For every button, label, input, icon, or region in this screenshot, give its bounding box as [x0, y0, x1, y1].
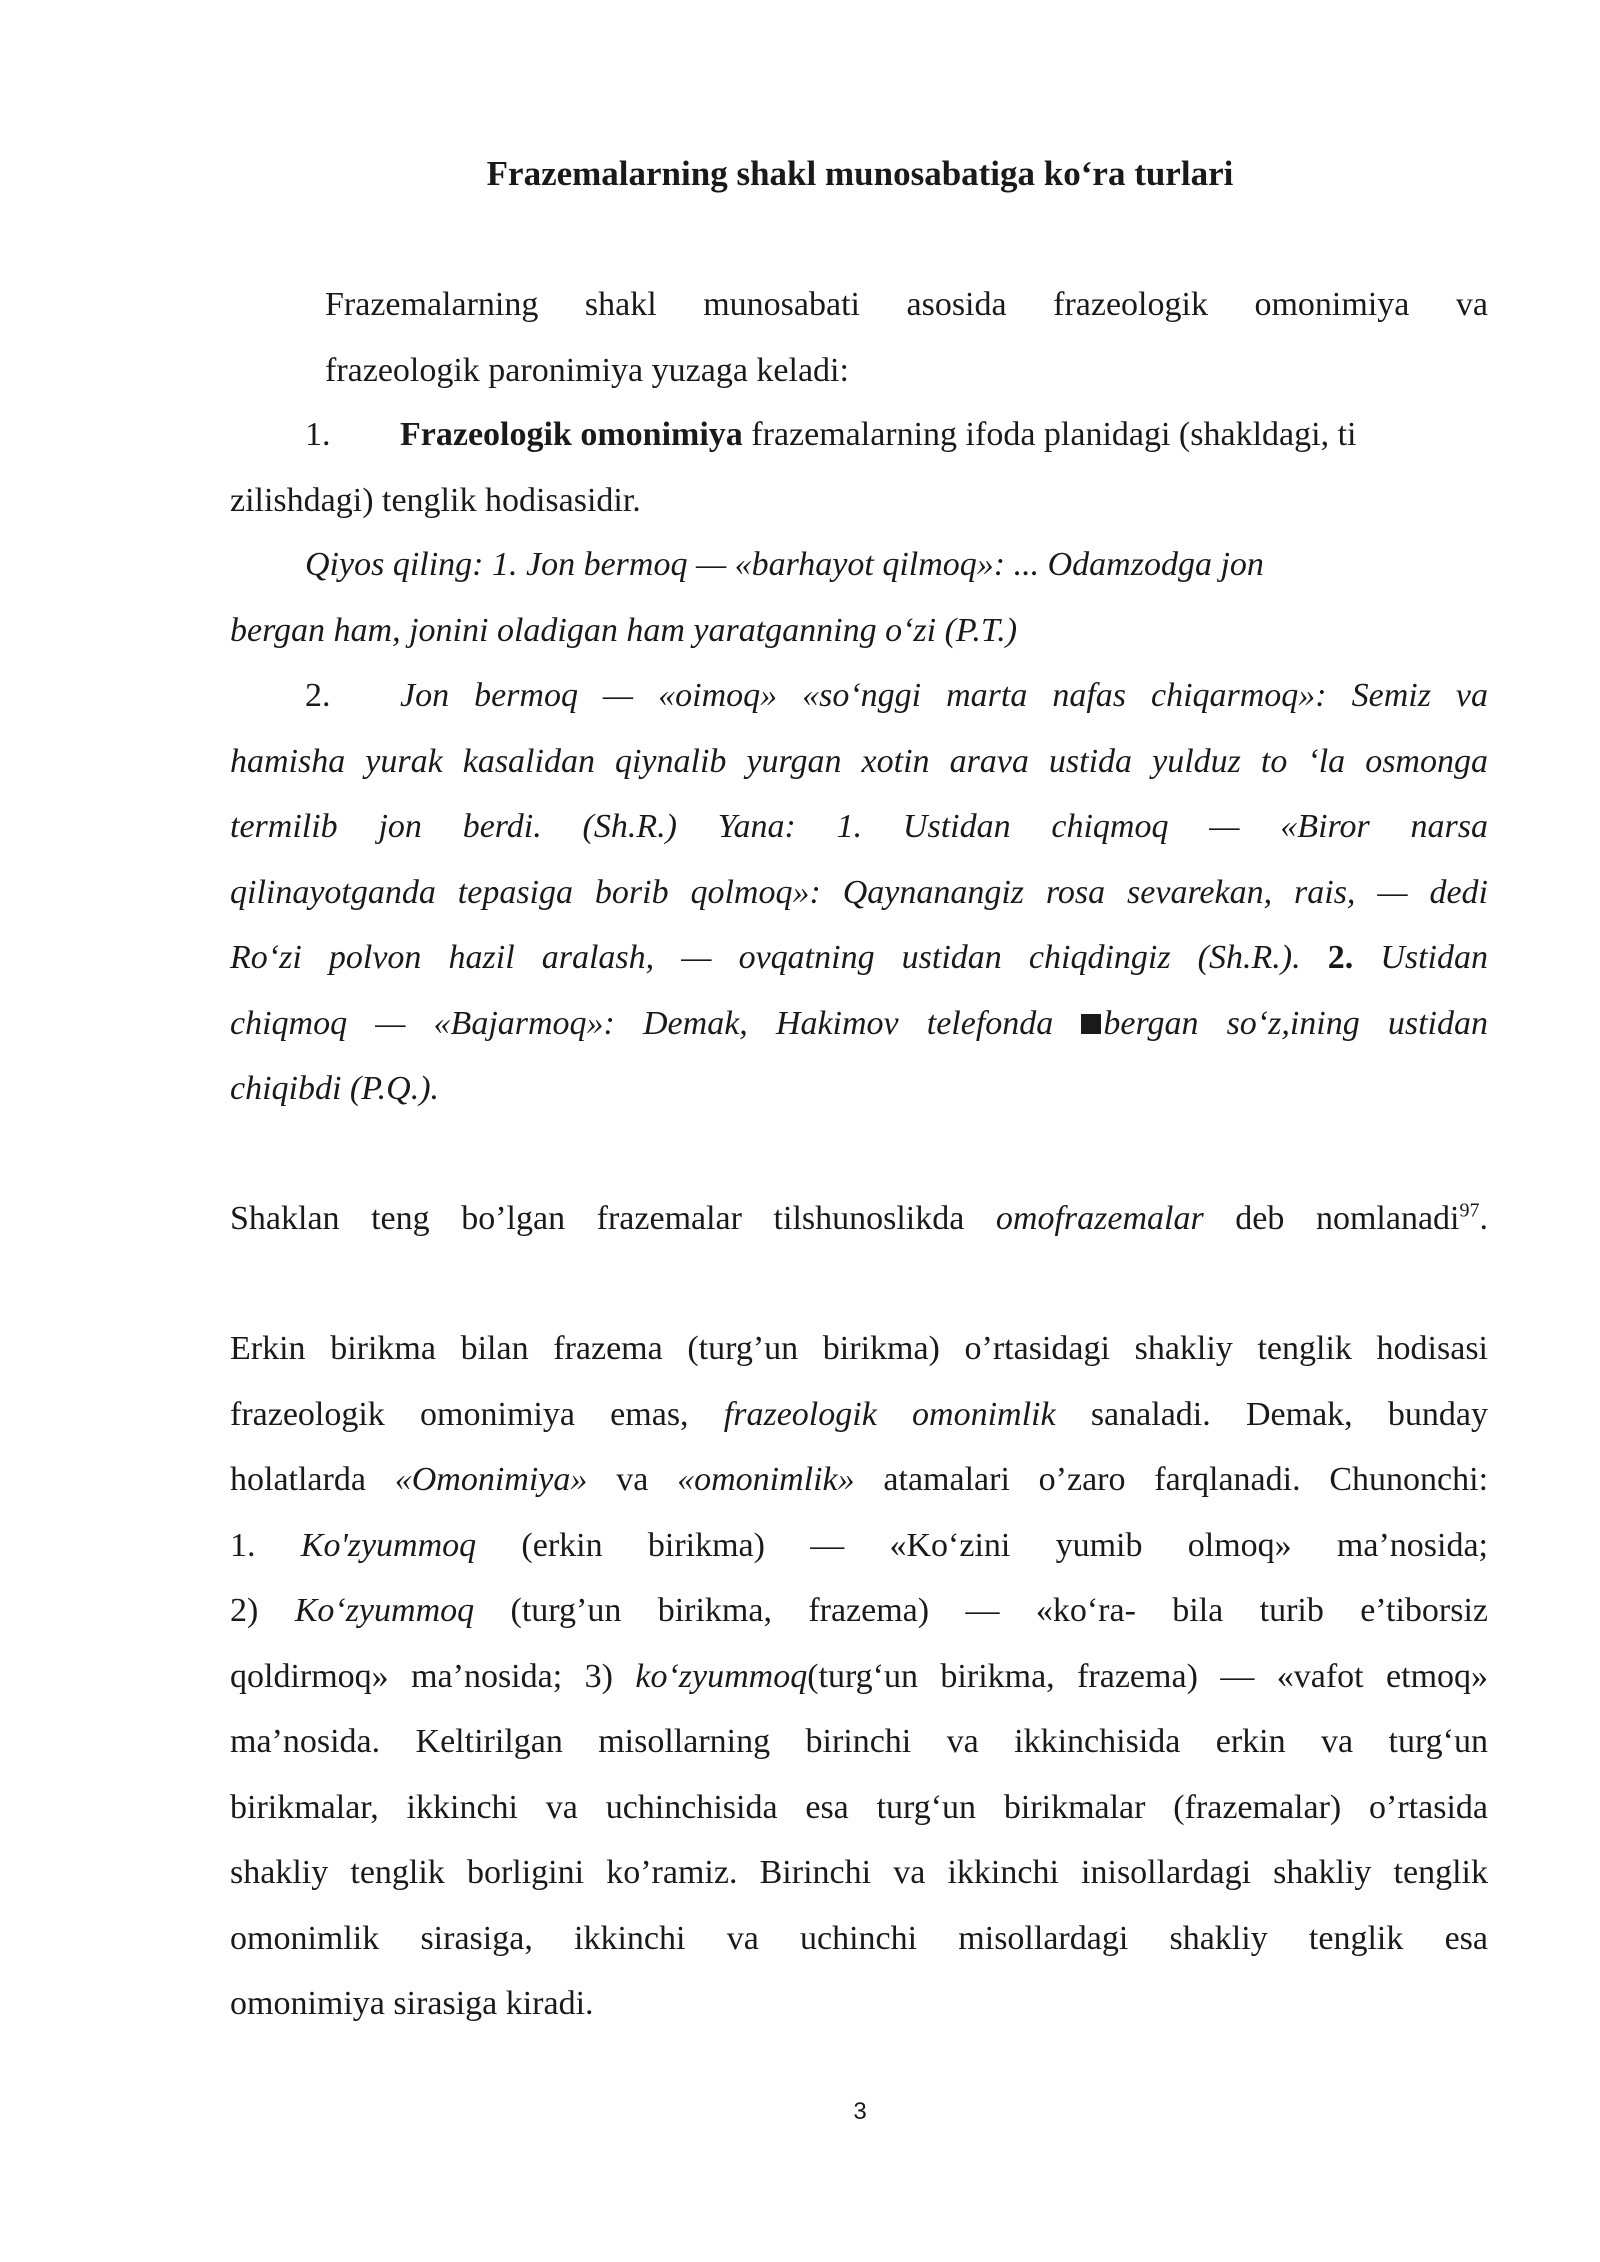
example-line-8: [230, 991, 1488, 1057]
paragraph-text: 2): [230, 1592, 259, 1629]
p4-line-9: shakliy tenglik borligini ko’ramiz. Birinchi va ikkinchi inisollardagi shakliy tenglik: [230, 1854, 1488, 1891]
paragraph-text: frazeologik omonimiya emas,: [230, 1395, 689, 1433]
p4-line-1: Erkin birikma bilan frazema (turg’un birikma) o’rtasidagi shakliy tenglik hodisasi: [230, 1330, 1488, 1367]
p4-line-6: [230, 1644, 1488, 1710]
item-term: Frazeologik omonimiya: [400, 416, 743, 453]
paragraph-text: deb nomlanadi: [1235, 1200, 1460, 1237]
page-title: Frazemalarning shakl munosabatiga ko‘ra turlari: [486, 154, 1234, 193]
paragraph-text: qoldirmoq» ma’nosida; 3): [230, 1657, 613, 1695]
paragraph-text: Shaklan teng bo’lgan frazemalar tilshunoslikda: [230, 1200, 965, 1237]
p4-line-8: birikmalar, ikkinchi va uchinchisida esa turg‘un birikmalar (frazemalar) o’rtasida: [230, 1788, 1488, 1826]
term-italic: frazeologik omonimlik: [723, 1395, 1056, 1433]
example-text: chiqmoq — «Bajarmoq»: Demak, Hakimov telefonda: [230, 1004, 1054, 1042]
p4-line-3: [230, 1447, 1488, 1513]
paragraph-text: sanaladi. Demak, bunday: [1090, 1395, 1488, 1433]
example-text: Qiyos qiling: 1. Jon bermoq — «barhayot qilmoq»: ... Odamzodga jon: [305, 546, 1264, 583]
p4-line-4: [230, 1513, 1488, 1579]
page-number: 3: [853, 2098, 867, 2125]
term-italic: Ko'zyummoq: [300, 1526, 477, 1564]
example-line-1: [230, 532, 1488, 598]
paragraph-text-end: [1235, 1200, 1488, 1237]
example-line-4: [230, 729, 1488, 795]
item-text: frazemalarning ifoda planidagi (shakldagi, ti: [751, 416, 1357, 453]
term-italic: omofrazemalar: [995, 1200, 1204, 1237]
numbered-item-1: [230, 402, 1488, 533]
paragraph-text: (turg‘un birikma, frazema) — «vafot etmoq»: [807, 1657, 1489, 1695]
example-text: chiqibdi (P.Q.).: [230, 1070, 440, 1107]
omofrazema-line: [230, 1186, 1488, 1252]
p4-line-7: ma’nosida. Keltirilgan misollarning birinchi va ikkinchisida erkin va turg‘un: [230, 1723, 1488, 1760]
example-number: 2.: [1327, 939, 1354, 976]
intro-line-2: frazeologik paronimiya yuzaga keladi:: [325, 351, 849, 389]
p4-line-2: [230, 1382, 1488, 1448]
term-italic: ko‘zyummoq: [635, 1657, 808, 1695]
paragraph-text: holatlarda: [230, 1461, 366, 1498]
example-paragraph: [230, 532, 1488, 1122]
example-line-2: [230, 598, 1488, 664]
footnote-ref[interactable]: 97: [1459, 1199, 1480, 1222]
intro-line-1: Frazemalarning shakl munosabati asosida frazeologik omonimiya va: [325, 286, 1488, 323]
example-line-7: [230, 925, 1488, 991]
intro-paragraph: [325, 272, 1488, 403]
example-text: qilinayotganda tepasiga borib qolmoq»: Qaynanangiz rosa sevarekan, rais, — dedi: [230, 873, 1488, 911]
example-line-6: [230, 860, 1488, 926]
example-line-5: [230, 794, 1488, 860]
term-italic: «omonimlik»: [677, 1461, 855, 1498]
paragraph-text: atamalari o’zaro farqlanadi. Chunonchi:: [883, 1461, 1489, 1498]
example-text: Ustidan: [1380, 939, 1488, 976]
example-text: Ro‘zi polvon hazil aralash, — ovqatning ustidan chiqdingiz (Sh.R.).: [230, 939, 1301, 976]
example-text: Jon bermoq — «oimoq» «so‘nggi marta nafas chiqarmoq»: Semiz va: [400, 677, 1488, 714]
omonimlik-paragraph: [230, 1316, 1488, 2037]
p4-line-5: [230, 1578, 1488, 1644]
item-1-second-line: zilishdagi) tenglik hodisasidir.: [230, 481, 641, 519]
example-text: hamisha yurak kasalidan qiynalib yurgan xotin arava ustida yulduz to ‘la osmonga: [230, 742, 1488, 780]
paragraph-text: .: [1479, 1200, 1488, 1237]
example-line-3: [230, 663, 1488, 729]
omofrazema-paragraph: [230, 1186, 1488, 1252]
example-text: bergan ham, jonini oladigan ham yaratganning o‘zi (P.T.): [230, 611, 1018, 649]
paragraph-text: 1.: [230, 1526, 256, 1564]
paragraph-text: (erkin birikma) — «Ko‘zini yumib olmoq» ma’nosida;: [521, 1526, 1488, 1564]
p4-line-10: omonimlik sirasiga, ikkinchi va uchinchi misollardagi shakliy tenglik esa: [230, 1919, 1488, 1957]
item-1-first-line: [230, 402, 1488, 468]
example-line-9: [230, 1056, 1488, 1122]
paragraph-text: (turg’un birikma, frazema) — «ko‘ra- bila turib e’tiborsiz: [510, 1592, 1488, 1629]
paragraph-text: va: [616, 1461, 649, 1498]
p4-line-11: omonimiya sirasiga kiradi.: [230, 1985, 594, 2022]
square-bullet-icon: [1081, 1014, 1101, 1034]
example-text: termilib jon berdi. (Sh.R.) Yana: 1. Ustidan chiqmoq — «Biror narsa: [230, 808, 1488, 845]
item-number: 2.: [305, 677, 331, 714]
term-italic: Ko‘zyummoq: [294, 1592, 475, 1629]
example-text: bergan so‘z,ining ustidan: [1103, 1004, 1488, 1042]
item-number: 1.: [305, 416, 331, 453]
term-italic: «Omonimiya»: [394, 1461, 588, 1498]
